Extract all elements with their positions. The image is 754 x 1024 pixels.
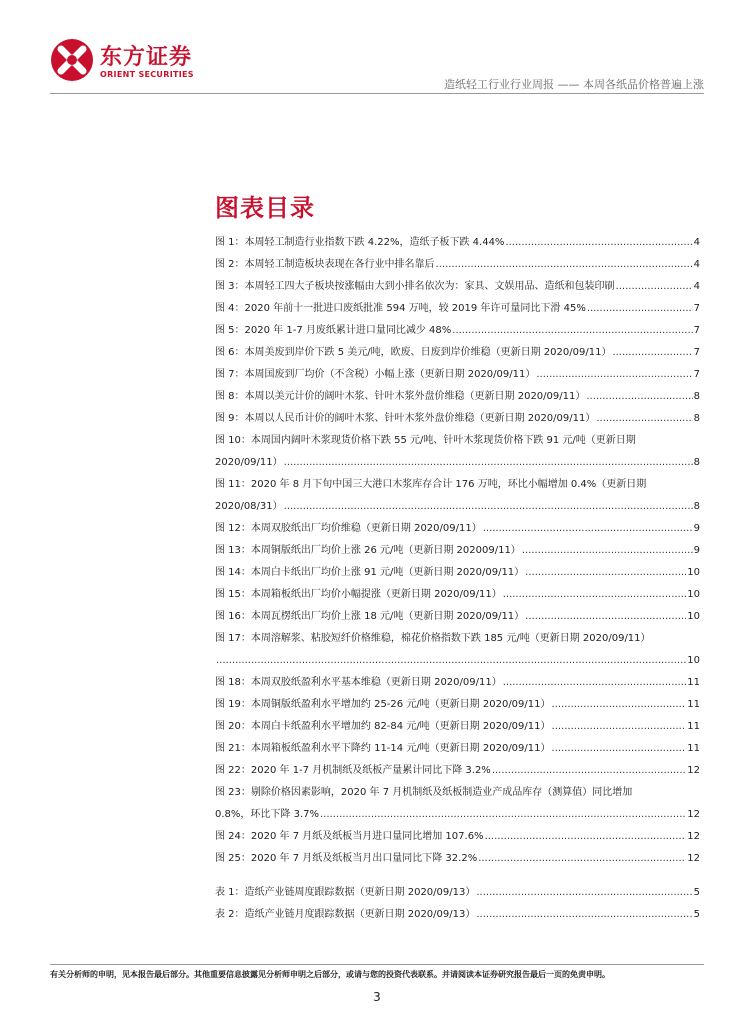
toc-entry-figure-7[interactable]: 图 7：本周国废到厂均价（不含税）小幅上涨（更新日期 2020/09/11） ..... 7 <box>215 364 700 386</box>
toc-entry-figure-17[interactable]: 图 17：本周溶解浆、粘胶短纤价格维稳，棉花价格指数下跌 185 元/吨（更新日期 2020/09/11） ..... 10 <box>215 628 700 672</box>
toc-entry-figure-16[interactable]: 图 16：本周瓦楞纸出厂均价上涨 18 元/吨（更新日期 2020/09/11） ..... 10 <box>215 606 700 628</box>
toc-entry-figure-2[interactable]: 图 2：本周轻工制造板块表现在各行业中排名靠后 ..... 4 <box>215 254 700 276</box>
footer-disclaimer: 有关分析师的申明，见本报告最后部分。其他重要信息披露见分析师申明之后部分，或请与您的投资代表联系。并请阅读本证券研究报告最后一页的免责申明。 <box>50 970 610 979</box>
toc-entry-figure-12[interactable]: 图 12：本周双胶纸出厂均价维稳（更新日期 2020/09/11） ..... 9 <box>215 518 700 540</box>
company-logo <box>50 38 220 86</box>
toc-entry-figure-5[interactable]: 图 5：2020 年 1-7 月废纸累计进口量同比减少 48% ..... 7 <box>215 320 700 342</box>
logo-text-cn: 东方证券 <box>100 45 193 70</box>
toc-entry-figure-13[interactable]: 图 13：本周铜版纸出厂均价上涨 26 元/吨（更新日期 202009/11） ..... 9 <box>215 540 700 562</box>
toc-entry-figure-9[interactable]: 图 9：本周以人民币计价的阔叶木浆、针叶木浆外盘价维稳（更新日期 2020/09/11） ..... 8 <box>215 408 700 430</box>
header-divider <box>50 93 704 94</box>
footer-divider <box>50 964 704 965</box>
toc-entry-table-2[interactable]: 表 2：造纸产业链月度跟踪数据（更新日期 2020/09/13） ..... 5 <box>215 904 700 926</box>
toc-entry-table-1[interactable]: 表 1：造纸产业链周度跟踪数据（更新日期 2020/09/13） ..... 5 <box>215 882 700 904</box>
toc-entry-figure-11[interactable]: 图 11：2020 年 8 月下旬中国三大港口木浆库存合计 176 万吨，环比小幅增加 0.4%（更新日期 2020/08/31） ..... 8 <box>215 474 700 518</box>
section-title: 图表目录 <box>215 194 315 222</box>
toc-entry-figure-4[interactable]: 图 4：2020 年前十一批进口废纸批准 594 万吨，较 2019 年许可量同比下滑 45% ..... 7 <box>215 298 700 320</box>
toc-entry-figure-8[interactable]: 图 8：本周以美元计价的阔叶木浆、针叶木浆外盘价维稳（更新日期 2020/09/11） ..... 8 <box>215 386 700 408</box>
toc-entry-figure-22[interactable]: 图 22：2020 年 1-7 月机制纸及纸板产量累计同比下降 3.2% ..... 12 <box>215 760 700 782</box>
running-header: 造纸轻工行业行业周报 —— 本周各纸品价格普遍上涨 <box>444 78 704 91</box>
toc-entry-figure-3[interactable]: 图 3：本周轻工四大子板块按涨幅由大到小排名依次为：家具、文娱用品、造纸和包装印刷 ..... 4 <box>215 276 700 298</box>
toc-entry-figure-10[interactable]: 图 10：本周国内阔叶木浆现货价格下跌 55 元/吨、针叶木浆现货价格下跌 91 元/吨（更新日期 2020/09/11） ..... 8 <box>215 430 700 474</box>
toc-entry-figure-23[interactable]: 图 23：剔除价格因素影响，2020 年 7 月机制纸及纸板制造业产成品库存（测算值）同比增加 0.8%，环比下降 3.7% ..... 12 <box>215 782 700 826</box>
toc-entry-figure-6[interactable]: 图 6：本周美废到岸价下跌 5 美元/吨，欧废、日废到岸价维稳（更新日期 2020/09/11） ..... 7 <box>215 342 700 364</box>
toc-entry-figure-25[interactable]: 图 25：2020 年 7 月纸及纸板当月出口量同比下降 32.2% ..... 12 <box>215 848 700 870</box>
table-of-figures <box>215 232 700 926</box>
toc-entry-figure-21[interactable]: 图 21：本周箱板纸盈利水平下降约 11-14 元/吨（更新日期 2020/09/11） ..... 11 <box>215 738 700 760</box>
toc-entry-figure-1[interactable]: 图 1：本周轻工制造行业指数下跌 4.22%，造纸子板下跌 4.44% ..... 4 <box>215 232 700 254</box>
toc-entry-figure-20[interactable]: 图 20：本周白卡纸盈利水平增加约 82-84 元/吨（更新日期 2020/09/11） ..... 11 <box>215 716 700 738</box>
logo-mark-icon <box>50 38 94 82</box>
toc-entry-figure-19[interactable]: 图 19：本周铜版纸盈利水平增加约 25-26 元/吨（更新日期 2020/09/11） ..... 11 <box>215 694 700 716</box>
toc-entry-figure-14[interactable]: 图 14：本周白卡纸出厂均价上涨 91 元/吨（更新日期 2020/09/11） ..... 10 <box>215 562 700 584</box>
toc-entry-figure-24[interactable]: 图 24：2020 年 7 月纸及纸板当月进口量同比增加 107.6% ..... 12 <box>215 826 700 848</box>
toc-spacer <box>215 870 700 882</box>
toc-entry-figure-18[interactable]: 图 18：本周双胶纸盈利水平基本维稳（更新日期 2020/09/11） ..... 11 <box>215 672 700 694</box>
page-number: 3 <box>373 990 381 1004</box>
logo-text-en: ORIENT SECURITIES <box>100 70 194 79</box>
toc-entry-figure-15[interactable]: 图 15：本周箱板纸出厂均价小幅提涨（更新日期 2020/09/11） ..... 10 <box>215 584 700 606</box>
